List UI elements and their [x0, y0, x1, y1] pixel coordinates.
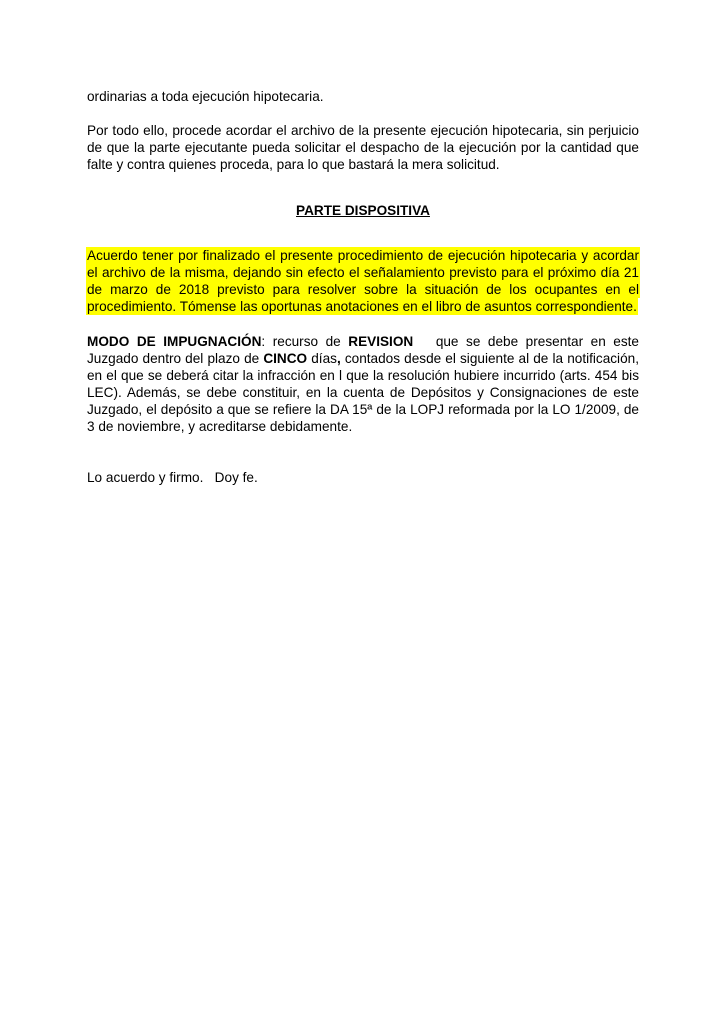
- section-heading: PARTE DISPOSITIVA: [296, 203, 430, 218]
- paragraph-impugnacion: [87, 333, 643, 435]
- paragraph-archivo: Por todo ello, procede acordar el archivo de la presente ejecución hipotecaria, sin perjuicio de que la parte ejecutante pueda solicitar el despacho de la ejecución por la cantidad que falte y contra quienes proceda, para lo que bastará la mera solicitud.: [87, 123, 639, 172]
- impugnacion-recurso: REVISION: [348, 334, 414, 349]
- highlighted-text: Acuerdo tener por finalizado el presente procedimiento de ejecución hipotecaria y acordar el archivo de la misma, dejando sin efecto el señalamiento previsto para el próximo día 21 de marzo de 2018 previsto para resolver sobre la situación de los ocupantes en el procedimiento. Tómense las oportunas anotaciones en el libro de asuntos correspondiente.: [87, 248, 639, 314]
- impugnacion-comma: ,: [336, 351, 341, 366]
- impugnacion-label: MODO DE IMPUGNACIÓN: [87, 334, 262, 349]
- impugnacion-text-4: contados desde el siguiente al de la notificación, en el que se deberá citar la infracción en l que la resolución hubiere incurrido (arts. 454 bis LEC). Además, se debe constituir, en la cuenta de Depósitos y Consignaciones de este Juzgado, el depósito a que se refiere la DA 15ª de la LOPJ reformada por la LO 1/2009, de 3 de noviembre, y acreditarse debidamente.: [87, 351, 639, 434]
- impugnacion-plazo: CINCO: [263, 351, 308, 366]
- impugnacion-text-2: que se debe presentar en este Juzgado dentro del plazo de: [87, 334, 643, 366]
- paragraph-acuerdo: [87, 247, 639, 315]
- document-body: [87, 84, 643, 500]
- closing-signature-line: Lo acuerdo y firmo. Doy fe.: [87, 470, 258, 485]
- impugnacion-text-3: días: [307, 351, 337, 366]
- paragraph-continuation: ordinarias a toda ejecución hipotecaria.: [87, 89, 324, 104]
- impugnacion-text-1: : recurso de: [261, 334, 349, 349]
